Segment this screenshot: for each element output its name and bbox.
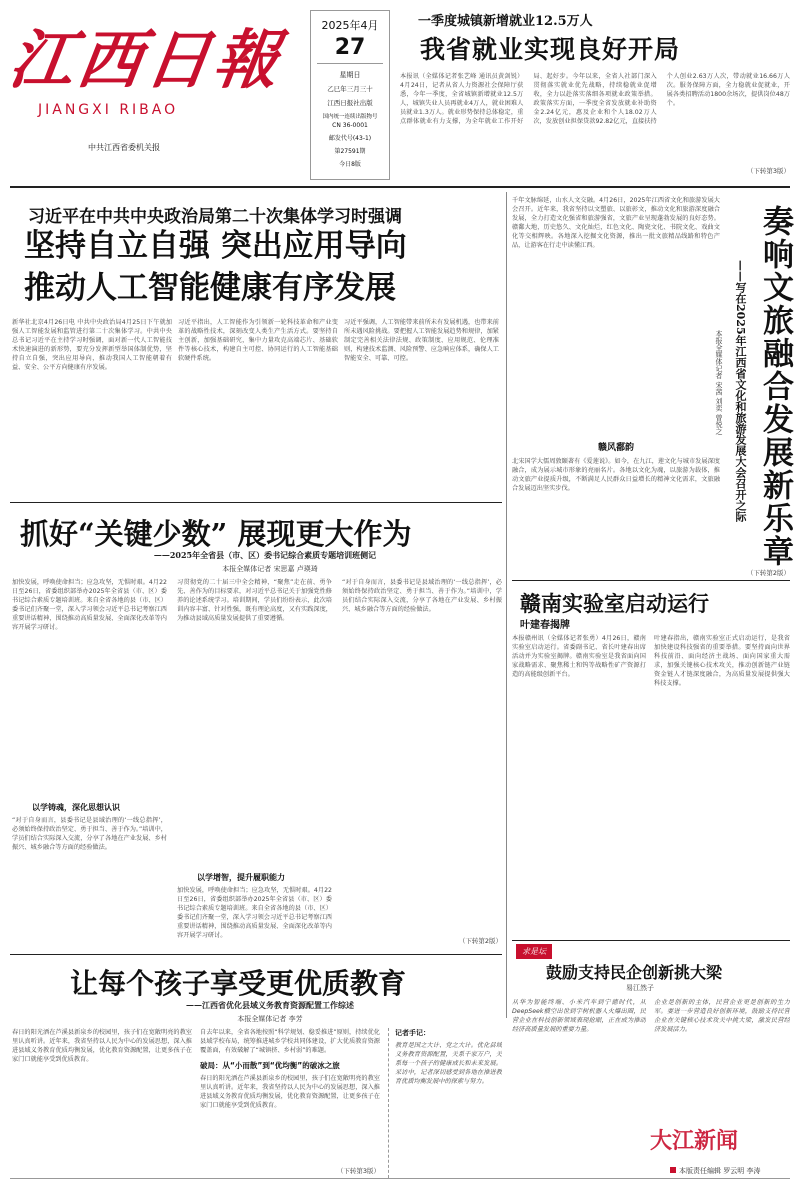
study-col-1: 新华社北京4月26日电 中共中央政治局4月25日下午就加强人工智能发展和监管进行第二十次集体学习。中共中央总书记习近平在主持学习时强调，面对新一代人工智能技术快速演进的新形势，要充分发挥新型举国体制优势，坚持自立自强，突出应用导向，推动我国人工智能朝着有益、安全、公平方向健康有序发展。 (12, 319, 172, 371)
divider-vertical-main (506, 192, 507, 1018)
column-byline: 易江然子 (626, 984, 654, 992)
divider-footer (10, 1178, 790, 1179)
logo-pinyin: JIANGXI RIBAO (38, 102, 179, 118)
footer-editors (670, 1166, 760, 1176)
top-story-headline: 我省就业实现良好开局 (420, 35, 681, 64)
edu-headline: 让每个孩子享受更优质教育 (70, 967, 407, 1000)
study-col-3: 习近平强调，人工智能带来前所未有发展机遇，也带来前所未遇风险挑战。要把握人工智能发展趋势和规律，加紧制定完善相关法律法规、政策制度、应用规范、伦理准则，构建技术监测、风险预警、应急响应体系，确保人工智能安全、可靠、可控。 (344, 319, 499, 362)
top-story-continued: （下转第3版） (746, 167, 790, 175)
culture-byline: 本报全媒体记者 宋茜 刘奕 曾悦之 (715, 330, 723, 435)
county-byline: 本报全媒体记者 宋思嘉 卢瑛琦 (222, 565, 318, 573)
study-headline-1: 坚持自立自强 突出应用导向 (24, 228, 407, 264)
culture-col-2: 北宋国学大儒周敦颐著有《爱莲说》。如今，在九江，莲文化与城市发展深度融合，成为展示城市形象的亮丽名片。各地以文化为魂，以旅游为载体，推动文旅产业提质升级，不断满足人民群众日益增长的精神文化需求，文旅融合发展迈出坚实步伐。 (512, 458, 720, 492)
lab-subtitle: 叶建春揭牌 (520, 620, 570, 631)
cn-label: 国内统一连续出版物号 (322, 114, 378, 120)
culture-headline: 奏响文旅融合发展新乐章 (757, 205, 793, 568)
edu-note-title: 记者手记： (395, 1029, 430, 1037)
issue-number: 第27591期 (334, 148, 366, 155)
date-text: 2025年4月 (321, 19, 379, 32)
edu-col-2b: 春日的阳光洒在芦溪县新泉乡的校园里，孩子们在宽敞明亮的教室里认真听讲。近年来，我省坚持以人民为中心的发展思想，深入推进县域义务教育优质均衡发展，优化教育资源配置，让更多孩子在家门口就能享受到优质教育。 (200, 1075, 380, 1109)
county-col-3: “对于自身而言，县委书记是县域治理的‘一线总指挥’，必须始终保持政治坚定、勇于担当、善于作为。”培训中，学员们结合实际深入交流，分享了各地在产业发展、乡村振兴、城乡融合等方面的经验做法。 (342, 579, 502, 613)
county-col-1b: “对于自身而言，县委书记是县域治理的‘一线总指挥’，必须始终保持政治坚定、勇于担当、善于作为。”培训中，学员们结合实际深入交流，分享了各地在产业发展、乡村振兴、城乡融合等方面的经验做法。 (12, 817, 167, 851)
county-headline: 抓好“关键少数” 展现更大作为 (20, 517, 412, 551)
top-story-body: 本报讯（全媒体记者张艺峰 通讯员黄剑锐）4月24日，记者从省人力资源社会保障厅获悉，今年一季度，全省城镇新增就业12.5万人，城镇失业人员再就业4万人，就业困难人员就业1.3万人。就业形势保持总体稳定，重点群体就业有力支撑，为全年就业工作开好局、起好步。今年以来，全省人社部门深入贯彻落实就业优先战略，持续稳就业促增收，全力以赴落实落细各项就业政策举措。政策落实方面，一季度全省发放就业补助资金2.24亿元，惠及企业和个人18.02万人次，发放创业担保贷款92.82亿元，直接扶持个人创业2.63万人次，带动就业16.66万人次。服务保障方面，全力稳就业促就业，开展各类招聘活动1800余场次，提供岗位48万个。 (400, 73, 790, 125)
masthead-logo (4, 20, 288, 120)
county-continued: （下转第2版） (458, 937, 502, 945)
divider-culture (512, 580, 790, 581)
edu-byline: 本报全媒体记者 李芳 (237, 1015, 303, 1023)
dateline-box (310, 10, 390, 180)
divider-county (10, 954, 502, 955)
study-kicker: 习近平在中共中央政治局第二十次集体学习时强调 (28, 207, 402, 227)
county-section-2: 以学增智，提升履职能力 (197, 873, 285, 882)
edu-section: 破局：从“小而散”到“优均衡”的破冰之旅 (200, 1061, 340, 1070)
edu-note-box (388, 1028, 502, 1178)
footer-text: 本版责任编辑 罗云明 李涛 (679, 1167, 761, 1175)
edu-col-1: 春日的阳光洒在芦溪县新泉乡的校园里，孩子们在宽敞明亮的教室里认真听讲。近年来，我省坚持以人民为中心的发展思想，深入推进县域义务教育优质均衡发展，优化教育资源配置，让更多孩子在家门口就能享受到优质教育。 (12, 1029, 192, 1063)
lab-headline: 赣南实验室启动运行 (520, 591, 709, 616)
edu-continued: （下转第3版） (336, 1167, 380, 1175)
lab-col-2: 叶建春指出，赣南实验室正式启动运行，是我省加快建设科技强省的重要举措。要坚持面向世界科技前沿、面向经济主战场、面向国家重大需求，加强关键核心技术攻关，推动创新链产业链资金链人才链深度融合，为高质量发展提供强大科技支撑。 (654, 635, 790, 687)
edu-note-body: 教育是国之大计、党之大计。优化县域义务教育资源配置，关系千家万户，关系每一个孩子的健康成长和未来发展。采访中，记者深切感受到各地在推进教育优质均衡发展中的探索与努力。 (395, 1042, 502, 1085)
county-col-1: 加快发展，呼唤使命担当；应急攻坚，无惧时艰。4月22日至26日，省委组织部举办2025年全省县（市、区）委书记综合素质专题培训班。来自全省各地的县（市、区）委书记们齐聚一堂，深入学习领会习近平总书记考察江西重要讲话精神，围绕推动高质量发展、全面深化改革等内容开展学习研讨。 (12, 579, 167, 631)
logo-text: 江西日報 (4, 23, 288, 98)
masthead-org: 中共江西省委机关报 (88, 143, 160, 152)
divider-study (10, 502, 502, 503)
study-headline-2: 推动人工智能健康有序发展 (24, 270, 396, 306)
culture-body-col (512, 196, 720, 576)
county-body (12, 578, 504, 950)
divider-masthead (10, 186, 790, 188)
column-col-2: 企业是创新的主体，民营企业更是创新的生力军。要进一步营造良好创新环境，鼓励支持民营企业在关键核心技术攻关中挑大梁，激发民营经济发展活力。 (654, 999, 790, 1033)
divider-lab (512, 940, 790, 941)
county-subtitle: ——2025年全省县（市、区）委书记综合素质专题培训班侧记 (153, 550, 377, 560)
top-story-kicker: 一季度城镇新增就业12.5万人 (418, 14, 593, 29)
footer-icon (670, 1167, 676, 1173)
culture-continued: （下转第2版） (746, 569, 790, 577)
culture-section: 赣风鄱韵 (597, 443, 634, 453)
edu-subtitle: ——江西省优化县域义务教育资源配置工作综述 (186, 1000, 354, 1010)
study-col-2: 习近平指出，人工智能作为引领新一轮科技革命和产业变革的战略性技术，深刻改变人类生产生活方式。要坚持自主创新，加强基础研究，集中力量攻克高端芯片、基础软件等核心技术，构建自主可控、协同运行的人工智能基础软硬件系统。 (178, 319, 338, 362)
weekday: 星期日 (339, 71, 361, 79)
edu-col-2: 自去年以来，全省各地按照“科学规划、稳妥推进”原则，持续优化县域学校布局，统筹推进城乡学校共同体建设，扩大优质教育资源覆盖面，有效破解了“城镇挤、乡村弱”的难题。 (200, 1029, 380, 1054)
post-code: 邮发代号(43-1) (328, 135, 372, 142)
date-day: 27 (317, 33, 383, 64)
culture-col-1: 千年文脉绵延，山水人文交融。4月26日，2025年江西省文化和旅游发展大会召开。近年来，我省坚持以文塑旅、以旅彰文，推动文化和旅游深度融合发展，全力打造文化强省和旅游强省，文旅产业呈现蓬勃发展的良好态势。赣鄱大地，历史悠久、文化灿烂，红色文化、陶瓷文化、书院文化、戏曲文化等交相辉映。各地深入挖掘文化资源，推出一批文旅精品线路和特色产品，让游客在行走中读懂江西。 (512, 197, 720, 249)
cn-number: CN 36-0001 (332, 122, 368, 129)
column-headline: 鼓励支持民企创新挑大梁 (546, 963, 723, 982)
county-section-1: 以学铸魂，深化思想认识 (32, 803, 120, 812)
column-col-1: 从华为智能终端、小米汽车到宁德时代，从DeepSeek横空出世到宇树机器人火爆出圈，民营企业在科技创新领域表现抢眼，正在成为推动经济高质量发展的重要力量。 (512, 999, 646, 1033)
lunar-date: 乙巳年三月三十 (327, 85, 373, 93)
culture-subtitle: ——写在2025年江西省文化和旅游发展大会召开之际 (734, 260, 747, 522)
county-col-2b: 加快发展，呼唤使命担当；应急攻坚，无惧时艰。4月22日至26日，省委组织部举办2025年全省县（市、区）委书记综合素质专题培训班。来自全省各地的县（市、区）委书记们齐聚一堂，深入学习领会习近平总书记考察江西重要讲话精神，围绕推动高质量发展、全面深化改革等内容开展学习研讨。 (177, 887, 332, 939)
watermark-logo: 大江新闻 (650, 1129, 739, 1154)
column-tag: 求是坛 (516, 944, 552, 959)
county-col-2: 习贯彻党的二十届三中全会精神，“聚焦”走在前、勇争先、善作为的目标要求，对习近平总书记关于加强党性修养的论述系统学习。培训期间，学员们纷纷表示，此次培训内容丰富、针对性强，既有理论高度，又有实践深度，为推动县域高质量发展提供了重要遵循。 (177, 579, 332, 622)
publisher: 江西日报社出版 (327, 99, 373, 107)
page-count: 今日8版 (339, 161, 361, 168)
lab-col-1: 本报赣州讯（全媒体记者张勇）4月26日，赣南实验室启动运行。省委副书记、省长叶建春出席活动并为实验室揭牌。赣南实验室是我省面向国家战略需求、聚焦稀土和钨等战略性矿产资源打造的高能级创新平台。 (512, 635, 646, 678)
